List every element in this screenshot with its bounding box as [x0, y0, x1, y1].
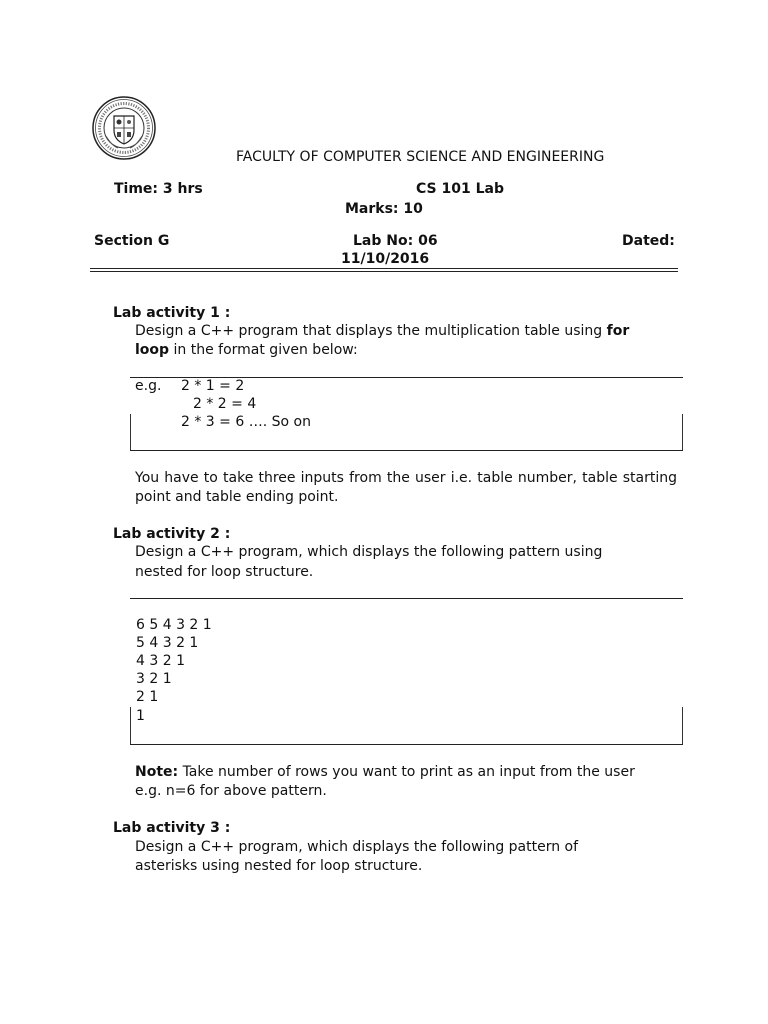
- pattern-row: 6 5 4 3 2 1: [136, 617, 212, 633]
- pattern-row: 3 2 1: [136, 671, 172, 687]
- university-seal-logo: [92, 96, 156, 160]
- header-rule-bottom: [90, 271, 678, 272]
- section-label: Section G: [94, 233, 170, 249]
- header-rule-top: [90, 268, 678, 269]
- activity1-description-line2: [135, 341, 358, 359]
- note-text: Take number of rows you want to print as an input from the user: [178, 764, 635, 780]
- example1-box-right: [682, 414, 683, 450]
- pattern-box-left: [130, 707, 131, 744]
- activity2-description-line1: Design a C++ program, which displays the following pattern using: [135, 544, 603, 560]
- marks-label: Marks: 10: [345, 201, 423, 217]
- note-label: Note:: [135, 764, 179, 780]
- example1-box-bottom: [130, 450, 683, 451]
- activity1-title: Lab activity 1 :: [113, 305, 231, 321]
- example1-line: 2 * 1 = 2: [181, 378, 245, 394]
- course-label: CS 101 Lab: [416, 181, 504, 197]
- dated-label: Dated:: [622, 233, 675, 249]
- pattern-row: 1: [136, 708, 145, 724]
- activity1-description-line1: [135, 322, 629, 340]
- pattern-row: 4 3 2 1: [136, 653, 185, 669]
- activity1-desc-bold-loop: loop: [135, 342, 170, 358]
- activity1-input-note: You have to take three inputs from the user i.e. table number, table starting point and table ending point.: [135, 470, 677, 505]
- example1-box-left: [130, 414, 131, 450]
- activity1-desc-pre: Design a C++ program that displays the multiplication table using: [135, 323, 607, 339]
- time-label: Time: 3 hrs: [114, 181, 203, 197]
- pattern-box-top: [130, 598, 683, 599]
- activity3-description-line2: asterisks using nested for loop structure.: [135, 858, 423, 874]
- activity3-description-line1: Design a C++ program, which displays the following pattern of: [135, 839, 579, 855]
- lab-number: Lab No: 06: [353, 233, 438, 249]
- activity2-note-line1: [135, 763, 635, 781]
- activity1-desc-bold-for: for: [606, 323, 630, 339]
- activity1-desc-post: in the format given below:: [169, 342, 358, 358]
- activity2-description-line2: nested for loop structure.: [135, 564, 314, 580]
- faculty-title: FACULTY OF COMPUTER SCIENCE AND ENGINEERING: [236, 149, 605, 165]
- pattern-box-right: [682, 707, 683, 744]
- pattern-row: 5 4 3 2 1: [136, 635, 199, 651]
- example1-eg-label: e.g.: [135, 378, 162, 394]
- activity2-title: Lab activity 2 :: [113, 526, 231, 542]
- activity3-title: Lab activity 3 :: [113, 820, 231, 836]
- activity2-note-line2: e.g. n=6 for above pattern.: [135, 783, 327, 799]
- date-value: 11/10/2016: [341, 251, 430, 267]
- pattern-row: 2 1: [136, 689, 159, 705]
- example1-line: 2 * 2 = 4: [193, 396, 257, 412]
- pattern-box-bottom: [130, 744, 683, 745]
- example1-line: 2 * 3 = 6 …. So on: [181, 414, 311, 430]
